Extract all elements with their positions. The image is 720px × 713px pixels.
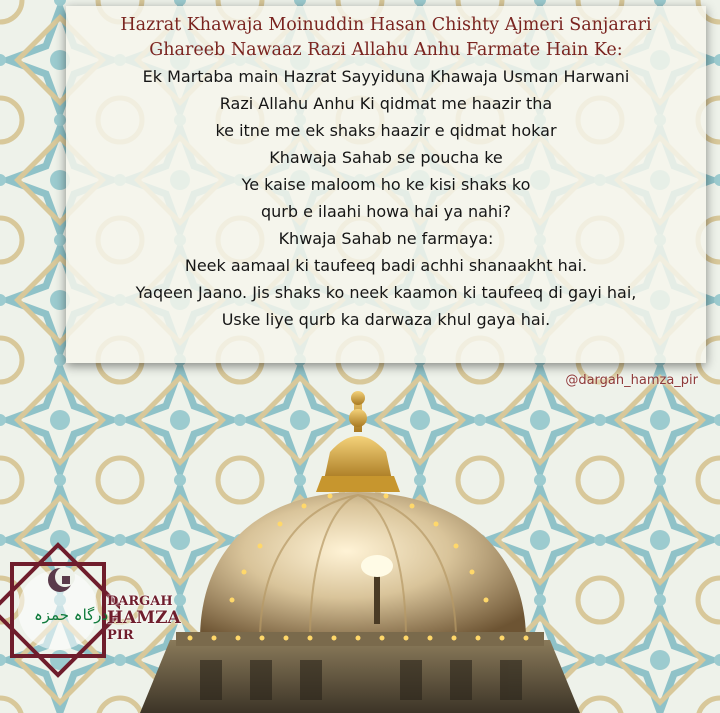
watermark-handle: @dargah_hamza_pir	[565, 373, 698, 388]
brand-line-3: PIR	[107, 628, 134, 643]
arabic-logo-text: درگاہ حمزہ	[34, 606, 109, 624]
quote-line-8: Neek aamaal ki taufeeq badi achhi shanaakht hai.	[184, 256, 588, 275]
quote-line-9: Yaqeen Jaano. Jis shaks ko neek kaamon ki taufeeq di gayi hai,	[135, 283, 637, 302]
dome-finial	[316, 391, 400, 492]
quote-line-5: Ye kaise maloom ho ke kisi shaks ko	[241, 175, 531, 194]
quote-heading-line-1: Hazrat Khawaja Moinuddin Hasan Chishty Ajmeri Sanjarari	[120, 15, 652, 35]
quote-line-4: Khawaja Sahab se poucha ke	[269, 148, 503, 167]
quote-heading-line-2: Ghareeb Nawaaz Razi Allahu Anhu Farmate Hain Ke:	[149, 40, 623, 60]
quote-line-7: Khwaja Sahab ne farmaya:	[278, 229, 494, 248]
dargah-hamza-pir-logo	[0, 540, 120, 680]
brand-line-2: HAMZA	[107, 608, 181, 628]
brand-line-1: DARGAH	[107, 594, 173, 609]
quote-line-2: Razi Allahu Anhu Ki qidmat me haazir tha	[219, 94, 553, 113]
quote-line-3: ke itne me ek shaks haazir e qidmat hokar	[215, 121, 557, 140]
quote-line-10: Uske liye qurb ka darwaza khul gaya hai.	[221, 310, 551, 329]
quote-line-1: Ek Martaba main Hazrat Sayyiduna Khawaja Usman Harwani	[142, 67, 630, 86]
quote-line-6: qurb e ilaahi howa hai ya nahi?	[261, 202, 511, 221]
